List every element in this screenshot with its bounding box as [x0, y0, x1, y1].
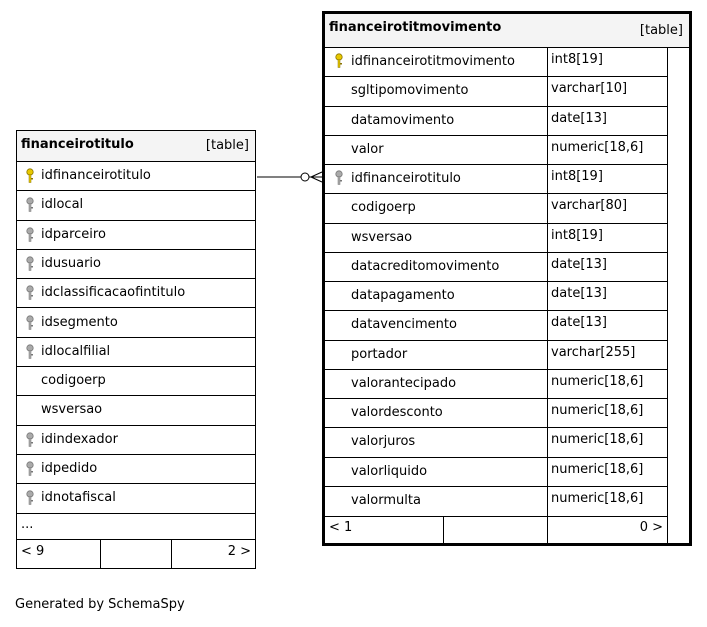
table-kind: [table]: [205, 138, 249, 153]
column-type: numeric[18,6]: [551, 490, 644, 506]
column-name: portador: [351, 346, 408, 362]
table-row[interactable]: [325, 487, 667, 516]
column-name: valormulta: [351, 492, 421, 508]
column-name: valordesconto: [351, 405, 443, 420]
column-name: valorjuros: [351, 434, 416, 450]
generated-by-footer: Generated by SchemaSpy: [15, 597, 185, 612]
foreign-key-icon: [26, 197, 34, 217]
foreign-key-icon: [335, 170, 343, 190]
table-header[interactable]: [17, 131, 255, 162]
foreign-key-icon: [26, 344, 34, 364]
more-columns-row[interactable]: [17, 514, 255, 540]
table-row[interactable]: [17, 338, 255, 367]
column-name: sgltipomovimento: [351, 83, 469, 99]
parents-count[interactable]: < 1: [329, 520, 353, 535]
column-name: datacreditomovimento: [351, 258, 500, 274]
table-header[interactable]: [325, 14, 689, 48]
column-name: idlocalfilial: [41, 343, 111, 359]
relationship-nav-row: [325, 516, 667, 543]
column-name: datavencimento: [351, 317, 457, 333]
table-row[interactable]: [325, 107, 667, 136]
table-row[interactable]: [17, 221, 255, 250]
column-type: int8[19]: [551, 52, 603, 67]
column-type: date[13]: [551, 256, 607, 272]
column-name: idpedido: [41, 461, 98, 476]
table-row[interactable]: [17, 309, 255, 338]
table-row[interactable]: [17, 250, 255, 279]
table-row[interactable]: [325, 370, 667, 399]
column-name: valor: [351, 141, 384, 157]
details-column-divider: [667, 48, 668, 543]
nav-divider: [443, 517, 444, 544]
table-row[interactable]: [17, 455, 255, 484]
column-name: wsversao: [41, 402, 103, 418]
column-type: numeric[18,6]: [551, 432, 644, 448]
table-row[interactable]: [325, 458, 667, 487]
column-name: wsversao: [351, 229, 413, 245]
children-count[interactable]: 2 >: [227, 544, 251, 559]
column-name: idnotafiscal: [41, 490, 116, 506]
parents-count[interactable]: < 9: [21, 544, 45, 559]
table-financeirotitulo[interactable]: [16, 130, 256, 569]
table-row[interactable]: [325, 282, 667, 311]
column-name: idfinanceirotitulo: [351, 171, 461, 186]
table-row[interactable]: [17, 162, 255, 191]
column-name: idlocal: [41, 197, 84, 213]
column-type: varchar[10]: [551, 81, 628, 97]
table-row[interactable]: [325, 311, 667, 340]
type-column-divider: [547, 48, 548, 516]
nav-divider: [100, 540, 101, 568]
column-name: datamovimento: [351, 112, 455, 128]
table-row[interactable]: [17, 191, 255, 220]
column-type: varchar[255]: [551, 344, 636, 360]
column-name: idusuario: [41, 255, 101, 271]
table-financeirotitmovimento[interactable]: [322, 11, 692, 546]
column-name: idparceiro: [41, 226, 106, 242]
table-kind: [table]: [639, 23, 683, 38]
table-row[interactable]: [325, 341, 667, 370]
column-type: int8[19]: [551, 169, 603, 184]
primary-key-icon: [335, 53, 343, 73]
foreign-key-icon: [26, 256, 34, 276]
table-row[interactable]: [17, 484, 255, 513]
foreign-key-icon: [26, 432, 34, 452]
column-name: codigoerp: [41, 373, 106, 389]
column-name: idsegmento: [41, 314, 118, 330]
table-name: financeirotitulo: [21, 137, 134, 152]
table-row[interactable]: [325, 165, 667, 194]
table-row[interactable]: [17, 426, 255, 455]
table-row[interactable]: [325, 77, 667, 106]
column-type: numeric[18,6]: [551, 139, 644, 155]
crowfoot-lower: [311, 177, 322, 182]
column-name: idindexador: [41, 431, 118, 447]
column-type: varchar[80]: [551, 198, 628, 214]
column-name: datapagamento: [351, 288, 455, 303]
column-name: valorantecipado: [351, 375, 457, 391]
relationship-nav-row: [17, 540, 255, 568]
foreign-key-icon: [26, 490, 34, 510]
nav-divider: [547, 517, 548, 544]
table-row[interactable]: [325, 136, 667, 165]
table-row[interactable]: [325, 399, 667, 428]
nav-divider: [171, 540, 172, 568]
column-type: numeric[18,6]: [551, 373, 644, 389]
crowfoot-upper: [311, 172, 322, 177]
table-name: financeirotitmovimento: [329, 20, 502, 35]
table-row[interactable]: [17, 396, 255, 425]
foreign-key-icon: [26, 315, 34, 335]
children-count[interactable]: 0 >: [639, 520, 663, 535]
table-row[interactable]: [325, 428, 667, 457]
column-name: codigoerp: [351, 200, 416, 216]
column-name: idclassificacaofintitulo: [41, 285, 186, 301]
column-type: date[13]: [551, 315, 607, 331]
column-name: idfinanceirotitulo: [41, 168, 151, 183]
table-row[interactable]: [17, 367, 255, 396]
column-name: valorliquido: [351, 463, 428, 479]
table-row[interactable]: [325, 224, 667, 253]
primary-key-icon: [26, 168, 34, 188]
relationship-zero-marker: [301, 173, 309, 181]
column-type: numeric[18,6]: [551, 461, 644, 477]
foreign-key-icon: [26, 461, 34, 481]
foreign-key-icon: [26, 227, 34, 247]
column-type: date[13]: [551, 110, 607, 126]
table-row[interactable]: [325, 48, 667, 77]
table-row[interactable]: [325, 194, 667, 223]
column-type: date[13]: [551, 286, 607, 301]
column-type: int8[19]: [551, 227, 603, 243]
table-row[interactable]: [17, 279, 255, 308]
column-name: idfinanceirotitmovimento: [351, 54, 515, 69]
column-type: numeric[18,6]: [551, 403, 644, 418]
foreign-key-icon: [26, 285, 34, 305]
more-columns: ...: [21, 517, 34, 532]
table-row[interactable]: [325, 253, 667, 282]
